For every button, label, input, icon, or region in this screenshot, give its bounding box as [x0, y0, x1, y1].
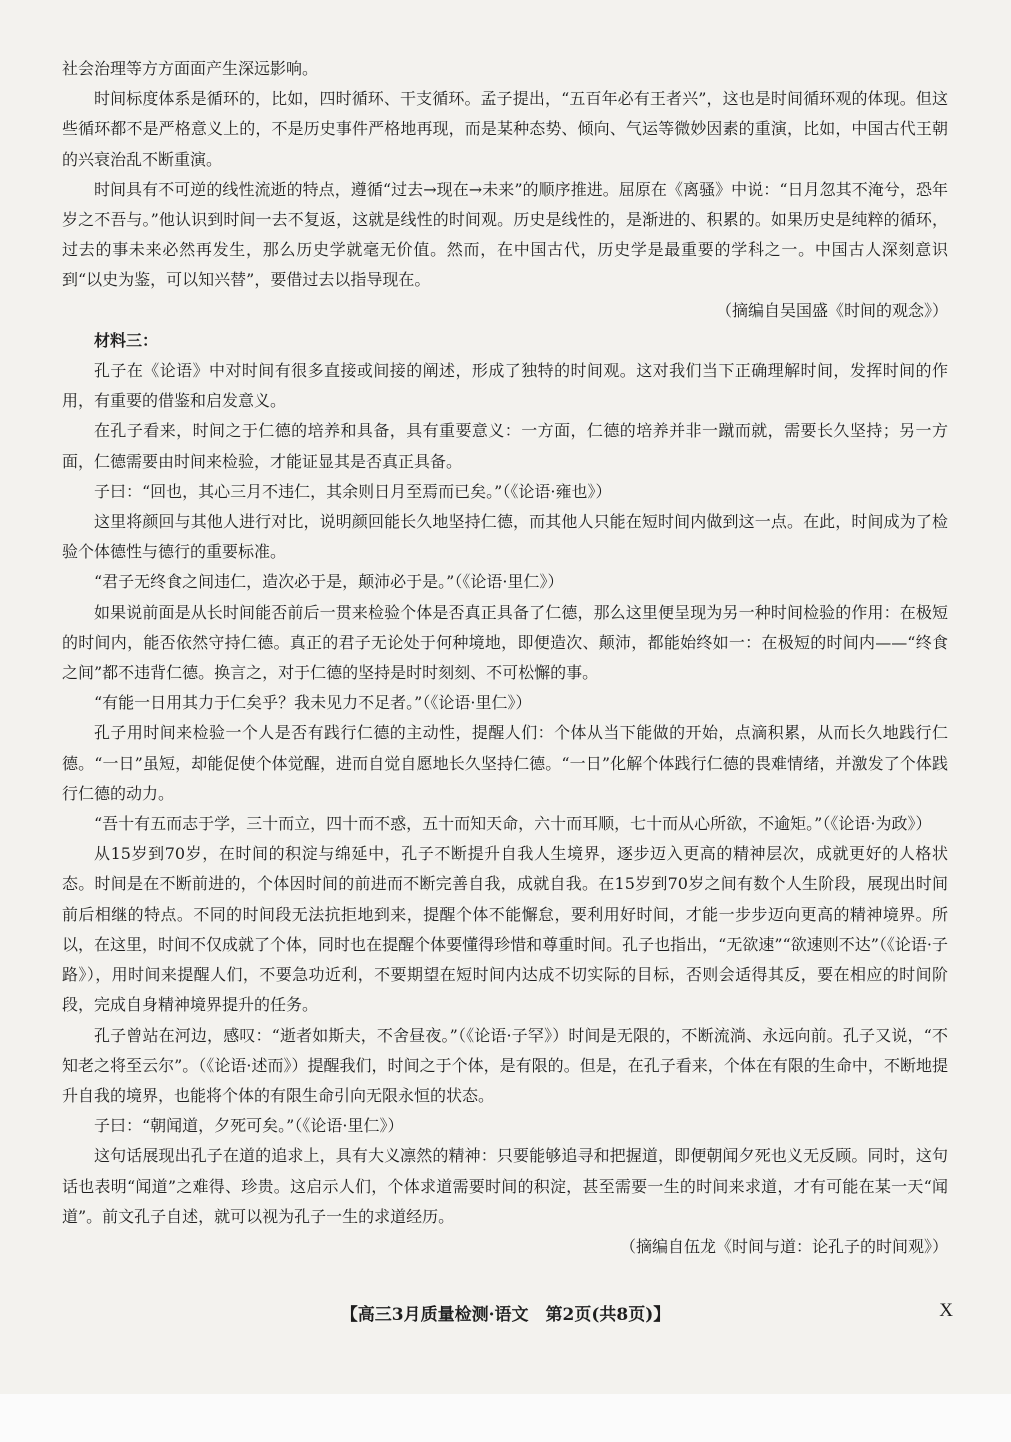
body-paragraph: 这句话展现出孔子在道的追求上，具有大义凛然的精神：只要能够追寻和把握道，即便朝闻夕死也义无反顾。同时，这句话也表明“闻道”之难得、珍贵。这启示人们，个体求道需要时间的积淀，甚至需要一生的时间来求道，才有可能在某一天“闻道”。前文孔子自述，就可以视为孔子一生的求道经历。 [62, 1146, 948, 1226]
body-paragraph: 子曰：“回也，其心三月不违仁，其余则日月至焉而已矣。”（《论语·雍也》） [94, 481, 612, 501]
footer-label: 【高三3月质量检测·语文 第2页(共8页)】 [340, 1305, 671, 1325]
body-paragraph: “吾十有五而志于学，三十而立，四十而不惑，五十而知天命，六十而耳顺，七十而从心所欲，不逾矩。”（《论语·为政》） [94, 814, 932, 834]
body-paragraph: 时间具有不可逆的线性流逝的特点，遵循“过去→现在→未来”的顺序推进。屈原在《离骚》中说：“日月忽其不淹兮，恐年岁之不吾与。”他认识到时间一去不复返，这就是线性的时间观。历史是线性的，是渐进的、积累的。如果历史是纯粹的循环，过去的事未来必然再发生，那么历史学就毫无价值。然而，在中国古代，历史学是最重要的学科之一。中国古人深刻意识到“以史为鉴，可以知兴替”，要借过去以指导现在。 [62, 179, 948, 290]
page-footer [0, 1300, 1011, 1325]
section-heading: 材料三： [94, 330, 159, 350]
body-paragraph: “有能一日用其力于仁矣乎？我未见力不足者。”（《论语·里仁》） [94, 693, 532, 713]
body-paragraph: 孔子用时间来检验一个人是否有践行仁德的主动性，提醒人们：个体从当下能做的开始，点滴积累，从而长久地践行仁德。“一日”虽短，却能促使个体觉醒，进而自觉自愿地长久坚持仁德。“一日”化解个体践行仁德的畏难情绪，并激发了个体践行仁德的动力。 [62, 723, 948, 803]
footer-version-code: X [939, 1300, 953, 1321]
source-citation: （摘编自吴国盛《时间的观念》） [715, 300, 948, 320]
document-body [62, 54, 948, 1262]
body-paragraph: “君子无终食之间违仁，造次必于是，颠沛必于是。”（《论语·里仁》） [94, 572, 564, 592]
body-paragraph: 在孔子看来，时间之于仁德的培养和具备，具有重要意义：一方面，仁德的培养并非一蹴而就，需要长久坚持；另一方面，仁德需要由时间来检验，才能证显其是否真正具备。 [62, 421, 948, 471]
body-paragraph: 从15岁到70岁，在时间的积淀与绵延中，孔子不断提升自我人生境界，逐步迈入更高的精神层次，成就更好的人格状态。时间是在不断前进的，个体因时间的前进而不断完善自我，成就自我。在15岁到70岁之间有数个人生阶段，展现出时间前后相继的特点。不同的时间段无法抗拒地到来，提醒个体不能懈怠，要利用好时间，才能一步步迈向更高的精神境界。所以，在这里，时间不仅成就了个体，同时也在提醒个体要懂得珍惜和尊重时间。孔子也指出，“无欲速”“欲速则不达”（《论语·子路》），用时间来提醒人们，不要急功近利，不要期望在短时间内达成不切实际的目标，否则会适得其反，要在相应的时间阶段，完成自身精神境界提升的任务。 [62, 844, 948, 1015]
body-paragraph: 孔子曾站在河边，感叹：“逝者如斯夫，不舍昼夜。”（《论语·子罕》）时间是无限的，不断流淌、永远向前。孔子又说，“不知老之将至云尔”。（《论语·述而》）提醒我们，时间之于个体，是有限的。但是，在孔子看来，个体在有限的生命中，不断地提升自我的境界，也能将个体的有限生命引向无限永恒的状态。 [62, 1025, 948, 1105]
body-paragraph: 时间标度体系是循环的，比如，四时循环、干支循环。孟子提出，“五百年必有王者兴”，这也是时间循环观的体现。但这些循环都不是严格意义上的，不是历史事件严格地再现，而是某种态势、倾向、气运等微妙因素的重演，比如，中国古代王朝的兴衰治乱不断重演。 [62, 89, 948, 169]
scan-margin [0, 1394, 1011, 1442]
body-paragraph: 子曰：“朝闻道，夕死可矣。”（《论语·里仁》） [94, 1116, 404, 1136]
body-paragraph: 如果说前面是从长时间能否前后一贯来检验个体是否真正具备了仁德，那么这里便呈现为另一种时间检验的作用：在极短的时间内，能否依然守持仁德。真正的君子无论处于何种境地，即便造次、颠沛，都能始终如一：在极短的时间内——“终食之间”都不违背仁德。换言之，对于仁德的坚持是时时刻刻、不可松懈的事。 [62, 602, 948, 683]
source-citation: （摘编自伍龙《时间与道：论孔子的时间观》） [619, 1236, 948, 1256]
body-paragraph: 这里将颜回与其他人进行对比，说明颜回能长久地坚持仁德，而其他人只能在短时间内做到这一点。在此，时间成为了检验个体德性与德行的重要标准。 [62, 512, 948, 562]
body-paragraph: 社会治理等方方面面产生深远影响。 [62, 59, 319, 78]
body-paragraph: 孔子在《论语》中对时间有很多直接或间接的阐述，形成了独特的时间观。这对我们当下正确理解时间，发挥时间的作用，有重要的借鉴和启发意义。 [62, 361, 948, 411]
